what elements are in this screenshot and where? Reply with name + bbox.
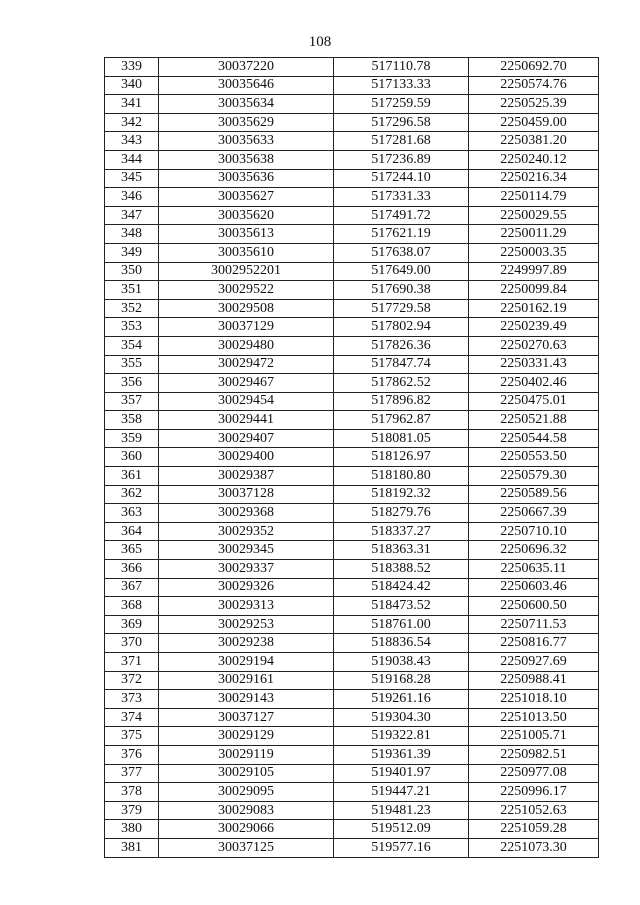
y-coordinate-cell: 2250816.77 (469, 634, 599, 653)
table-row (105, 318, 599, 337)
y-coordinate-cell: 2250162.19 (469, 299, 599, 318)
y-coordinate-cell: 2250711.53 (469, 615, 599, 634)
code-cell: 30029337 (159, 560, 334, 579)
y-coordinate-cell: 2250402.46 (469, 374, 599, 393)
x-coordinate-cell: 519481.23 (334, 801, 469, 820)
row-number-cell: 376 (105, 745, 159, 764)
y-coordinate-cell: 2250270.63 (469, 336, 599, 355)
table-row (105, 281, 599, 300)
x-coordinate-cell: 517690.38 (334, 281, 469, 300)
row-number-cell: 358 (105, 411, 159, 430)
row-number-cell: 363 (105, 504, 159, 523)
x-coordinate-cell: 518192.32 (334, 485, 469, 504)
row-number-cell: 341 (105, 95, 159, 114)
row-number-cell: 359 (105, 429, 159, 448)
y-coordinate-cell: 2250988.41 (469, 671, 599, 690)
row-number-cell: 354 (105, 336, 159, 355)
y-coordinate-cell: 2250381.20 (469, 132, 599, 151)
code-cell: 30029508 (159, 299, 334, 318)
x-coordinate-cell: 517826.36 (334, 336, 469, 355)
y-coordinate-cell: 2251013.50 (469, 708, 599, 727)
table-row (105, 485, 599, 504)
y-coordinate-cell: 2250029.55 (469, 206, 599, 225)
code-cell: 30029387 (159, 467, 334, 486)
code-cell: 30029313 (159, 597, 334, 616)
x-coordinate-cell: 519322.81 (334, 727, 469, 746)
code-cell: 30035636 (159, 169, 334, 188)
table-row (105, 522, 599, 541)
x-coordinate-cell: 519401.97 (334, 764, 469, 783)
x-coordinate-cell: 519447.21 (334, 783, 469, 802)
table-row (105, 76, 599, 95)
y-coordinate-cell: 2250459.00 (469, 113, 599, 132)
x-coordinate-cell: 519361.39 (334, 745, 469, 764)
code-cell: 30035634 (159, 95, 334, 114)
table-row (105, 745, 599, 764)
code-cell: 30029105 (159, 764, 334, 783)
row-number-cell: 342 (105, 113, 159, 132)
x-coordinate-cell: 517259.59 (334, 95, 469, 114)
y-coordinate-cell: 2250114.79 (469, 188, 599, 207)
x-coordinate-cell: 519168.28 (334, 671, 469, 690)
y-coordinate-cell: 2250996.17 (469, 783, 599, 802)
y-coordinate-cell: 2250011.29 (469, 225, 599, 244)
row-number-cell: 373 (105, 690, 159, 709)
y-coordinate-cell: 2250696.32 (469, 541, 599, 560)
table-row (105, 243, 599, 262)
table-row (105, 727, 599, 746)
code-cell: 30037125 (159, 838, 334, 857)
code-cell: 30035638 (159, 150, 334, 169)
x-coordinate-cell: 519038.43 (334, 653, 469, 672)
row-number-cell: 374 (105, 708, 159, 727)
row-number-cell: 379 (105, 801, 159, 820)
x-coordinate-cell: 518337.27 (334, 522, 469, 541)
table-row (105, 411, 599, 430)
row-number-cell: 368 (105, 597, 159, 616)
x-coordinate-cell: 517236.89 (334, 150, 469, 169)
table-row (105, 58, 599, 77)
code-cell: 30029522 (159, 281, 334, 300)
x-coordinate-cell: 518126.97 (334, 448, 469, 467)
code-cell: 30029253 (159, 615, 334, 634)
row-number-cell: 372 (105, 671, 159, 690)
y-coordinate-cell: 2250553.50 (469, 448, 599, 467)
code-cell: 30029095 (159, 783, 334, 802)
x-coordinate-cell: 517296.58 (334, 113, 469, 132)
table-row (105, 225, 599, 244)
y-coordinate-cell: 2250525.39 (469, 95, 599, 114)
code-cell: 30029441 (159, 411, 334, 430)
code-cell: 30029400 (159, 448, 334, 467)
row-number-cell: 378 (105, 783, 159, 802)
table-row (105, 541, 599, 560)
code-cell: 30029352 (159, 522, 334, 541)
table-row (105, 188, 599, 207)
table-row (105, 299, 599, 318)
table-row (105, 448, 599, 467)
x-coordinate-cell: 517649.00 (334, 262, 469, 281)
x-coordinate-cell: 517638.07 (334, 243, 469, 262)
y-coordinate-cell: 2250240.12 (469, 150, 599, 169)
row-number-cell: 366 (105, 560, 159, 579)
code-cell: 30029480 (159, 336, 334, 355)
row-number-cell: 352 (105, 299, 159, 318)
coordinates-table (104, 57, 599, 858)
table-row (105, 634, 599, 653)
table-row (105, 504, 599, 523)
row-number-cell: 357 (105, 392, 159, 411)
y-coordinate-cell: 2250927.69 (469, 653, 599, 672)
row-number-cell: 375 (105, 727, 159, 746)
y-coordinate-cell: 2250600.50 (469, 597, 599, 616)
x-coordinate-cell: 517491.72 (334, 206, 469, 225)
x-coordinate-cell: 517244.10 (334, 169, 469, 188)
y-coordinate-cell: 2249997.89 (469, 262, 599, 281)
y-coordinate-cell: 2250331.43 (469, 355, 599, 374)
table-body (105, 58, 599, 858)
row-number-cell: 367 (105, 578, 159, 597)
row-number-cell: 369 (105, 615, 159, 634)
code-cell: 30035613 (159, 225, 334, 244)
code-cell: 30037128 (159, 485, 334, 504)
code-cell: 30035610 (159, 243, 334, 262)
row-number-cell: 339 (105, 58, 159, 77)
row-number-cell: 380 (105, 820, 159, 839)
table-row (105, 783, 599, 802)
x-coordinate-cell: 517281.68 (334, 132, 469, 151)
table-row (105, 764, 599, 783)
x-coordinate-cell: 518473.52 (334, 597, 469, 616)
page-number: 108 (308, 34, 332, 50)
table-row (105, 597, 599, 616)
table-row (105, 113, 599, 132)
code-cell: 30035620 (159, 206, 334, 225)
row-number-cell: 345 (105, 169, 159, 188)
table-row (105, 262, 599, 281)
x-coordinate-cell: 517847.74 (334, 355, 469, 374)
row-number-cell: 349 (105, 243, 159, 262)
row-number-cell: 340 (105, 76, 159, 95)
x-coordinate-cell: 518761.00 (334, 615, 469, 634)
table-row (105, 653, 599, 672)
row-number-cell: 362 (105, 485, 159, 504)
y-coordinate-cell: 2250544.58 (469, 429, 599, 448)
row-number-cell: 350 (105, 262, 159, 281)
x-coordinate-cell: 517962.87 (334, 411, 469, 430)
table-row (105, 615, 599, 634)
row-number-cell: 381 (105, 838, 159, 857)
code-cell: 30029119 (159, 745, 334, 764)
table-row (105, 801, 599, 820)
table-row (105, 690, 599, 709)
row-number-cell: 364 (105, 522, 159, 541)
code-cell: 30029083 (159, 801, 334, 820)
code-cell: 30035633 (159, 132, 334, 151)
y-coordinate-cell: 2251005.71 (469, 727, 599, 746)
y-coordinate-cell: 2251073.30 (469, 838, 599, 857)
row-number-cell: 377 (105, 764, 159, 783)
x-coordinate-cell: 518279.76 (334, 504, 469, 523)
x-coordinate-cell: 517331.33 (334, 188, 469, 207)
x-coordinate-cell: 518081.05 (334, 429, 469, 448)
table-row (105, 355, 599, 374)
y-coordinate-cell: 2250521.88 (469, 411, 599, 430)
y-coordinate-cell: 2250239.49 (469, 318, 599, 337)
x-coordinate-cell: 519577.16 (334, 838, 469, 857)
y-coordinate-cell: 2250977.08 (469, 764, 599, 783)
x-coordinate-cell: 517133.33 (334, 76, 469, 95)
x-coordinate-cell: 518363.31 (334, 541, 469, 560)
row-number-cell: 365 (105, 541, 159, 560)
x-coordinate-cell: 519304.30 (334, 708, 469, 727)
row-number-cell: 360 (105, 448, 159, 467)
y-coordinate-cell: 2250635.11 (469, 560, 599, 579)
y-coordinate-cell: 2251052.63 (469, 801, 599, 820)
code-cell: 30029467 (159, 374, 334, 393)
row-number-cell: 361 (105, 467, 159, 486)
x-coordinate-cell: 519261.16 (334, 690, 469, 709)
table-row (105, 169, 599, 188)
table-row (105, 820, 599, 839)
code-cell: 30029454 (159, 392, 334, 411)
x-coordinate-cell: 518424.42 (334, 578, 469, 597)
code-cell: 30029143 (159, 690, 334, 709)
x-coordinate-cell: 517621.19 (334, 225, 469, 244)
code-cell: 30029161 (159, 671, 334, 690)
y-coordinate-cell: 2250603.46 (469, 578, 599, 597)
row-number-cell: 346 (105, 188, 159, 207)
table-row (105, 374, 599, 393)
code-cell: 30029472 (159, 355, 334, 374)
y-coordinate-cell: 2251059.28 (469, 820, 599, 839)
code-cell: 30029129 (159, 727, 334, 746)
row-number-cell: 348 (105, 225, 159, 244)
code-cell: 30029407 (159, 429, 334, 448)
table-row (105, 95, 599, 114)
row-number-cell: 343 (105, 132, 159, 151)
table-row (105, 132, 599, 151)
x-coordinate-cell: 517110.78 (334, 58, 469, 77)
code-cell: 30037220 (159, 58, 334, 77)
row-number-cell: 370 (105, 634, 159, 653)
x-coordinate-cell: 517862.52 (334, 374, 469, 393)
code-cell: 30029238 (159, 634, 334, 653)
code-cell: 30029345 (159, 541, 334, 560)
y-coordinate-cell: 2250710.10 (469, 522, 599, 541)
y-coordinate-cell: 2250099.84 (469, 281, 599, 300)
code-cell: 30035627 (159, 188, 334, 207)
table-row (105, 708, 599, 727)
code-cell: 30037129 (159, 318, 334, 337)
table-row (105, 671, 599, 690)
table-row (105, 336, 599, 355)
y-coordinate-cell: 2250692.70 (469, 58, 599, 77)
table-row (105, 206, 599, 225)
row-number-cell: 356 (105, 374, 159, 393)
x-coordinate-cell: 517729.58 (334, 299, 469, 318)
x-coordinate-cell: 517802.94 (334, 318, 469, 337)
y-coordinate-cell: 2250003.35 (469, 243, 599, 262)
row-number-cell: 353 (105, 318, 159, 337)
y-coordinate-cell: 2250982.51 (469, 745, 599, 764)
y-coordinate-cell: 2250216.34 (469, 169, 599, 188)
x-coordinate-cell: 518836.54 (334, 634, 469, 653)
row-number-cell: 347 (105, 206, 159, 225)
x-coordinate-cell: 517896.82 (334, 392, 469, 411)
code-cell: 30029066 (159, 820, 334, 839)
x-coordinate-cell: 518388.52 (334, 560, 469, 579)
y-coordinate-cell: 2250579.30 (469, 467, 599, 486)
y-coordinate-cell: 2250475.01 (469, 392, 599, 411)
x-coordinate-cell: 518180.80 (334, 467, 469, 486)
code-cell: 30035646 (159, 76, 334, 95)
code-cell: 3002952201 (159, 262, 334, 281)
row-number-cell: 355 (105, 355, 159, 374)
y-coordinate-cell: 2250574.76 (469, 76, 599, 95)
table-row (105, 560, 599, 579)
code-cell: 30035629 (159, 113, 334, 132)
row-number-cell: 344 (105, 150, 159, 169)
table-row (105, 392, 599, 411)
y-coordinate-cell: 2251018.10 (469, 690, 599, 709)
table-row (105, 150, 599, 169)
row-number-cell: 371 (105, 653, 159, 672)
code-cell: 30037127 (159, 708, 334, 727)
row-number-cell: 351 (105, 281, 159, 300)
y-coordinate-cell: 2250589.56 (469, 485, 599, 504)
code-cell: 30029326 (159, 578, 334, 597)
y-coordinate-cell: 2250667.39 (469, 504, 599, 523)
table-row (105, 429, 599, 448)
table-row (105, 467, 599, 486)
table-row (105, 578, 599, 597)
code-cell: 30029194 (159, 653, 334, 672)
table-row (105, 838, 599, 857)
x-coordinate-cell: 519512.09 (334, 820, 469, 839)
code-cell: 30029368 (159, 504, 334, 523)
